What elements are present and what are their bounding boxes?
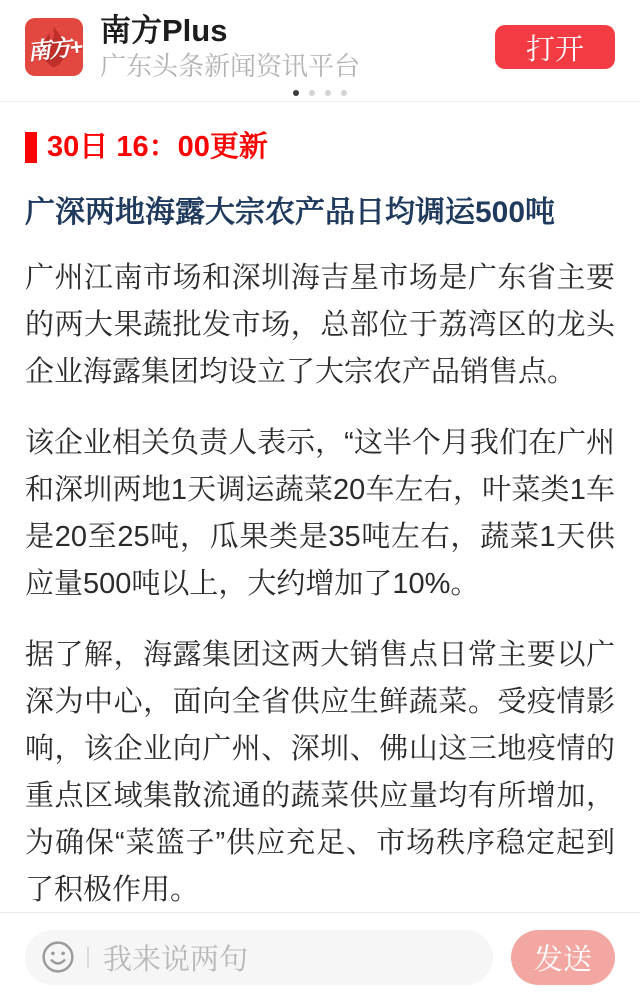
logo-text: 南方+: [26, 32, 83, 65]
carousel-dot: [325, 90, 331, 96]
app-logo: [25, 18, 83, 76]
article-paragraph: 该企业相关负责人表示，“这半个月我们在广州和深圳两地1天调运蔬菜20车左右，叶菜类1车是20至25吨，瓜果类是35吨左右，蔬菜1天供应量500吨以上，大约增加了10%。: [25, 427, 615, 600]
app-tagline: 广东头条新闻资讯平台: [100, 51, 361, 81]
app-banner: [0, 0, 640, 102]
input-divider: [87, 946, 89, 968]
carousel-dots: [25, 90, 615, 96]
emoji-smiley-icon[interactable]: [41, 940, 75, 974]
carousel-dot: [341, 90, 347, 96]
comment-bar: [0, 912, 640, 1001]
article-paragraph: 据了解，海露集团这两大销售点日常主要以广深为中心，面向全省供应生鲜蔬菜。受疫情影响，该企业向广州、深圳、佛山这三地疫情的重点区域集散流通的蔬菜供应量均有所增加，为确保“菜篮子”供应充足、市场秩序稳定起到了积极作用。: [25, 639, 615, 906]
send-button[interactable]: 发送: [511, 930, 615, 985]
red-bar-marker: [25, 132, 37, 163]
comment-placeholder: 我来说两句: [103, 943, 249, 976]
article-paragraph: 广州江南市场和深圳海吉星市场是广东省主要的两大果蔬批发市场，总部位于荔湾区的龙头企业海露集团均设立了大宗农产品销售点。: [25, 262, 615, 388]
carousel-dot: [293, 90, 299, 96]
open-app-button[interactable]: 打开: [495, 25, 615, 69]
carousel-dot: [309, 90, 315, 96]
update-header: [25, 129, 615, 165]
article-body: [25, 255, 615, 914]
comment-input[interactable]: [25, 930, 493, 985]
article-headline: 广深两地海露大宗农产品日均调运500吨: [25, 196, 556, 229]
update-timestamp: 30日 16：00更新: [47, 131, 268, 163]
app-name: 南方Plus: [100, 13, 228, 48]
article-content: [0, 129, 640, 914]
